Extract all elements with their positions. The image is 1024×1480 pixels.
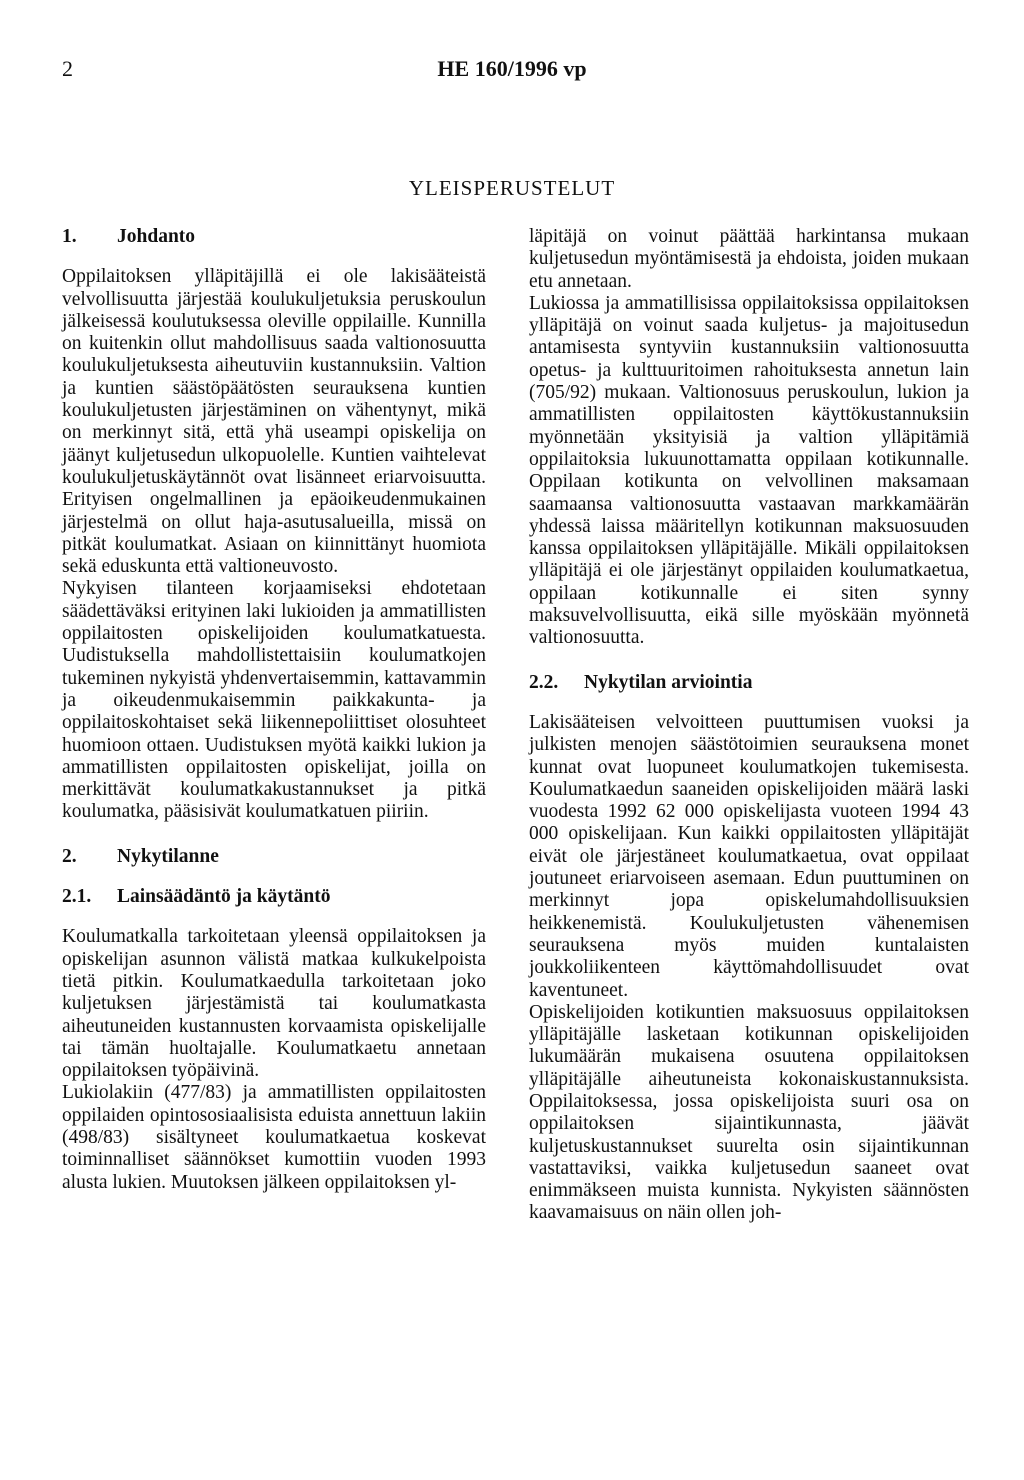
heading-nykytilanne xyxy=(62,846,486,868)
paragraph: läpitäjä on voinut päättää harkintansa mukaan kuljetusedun myöntämisestä ja ehdoista, joiden mukaan etu annetaan. xyxy=(529,226,969,292)
paragraph: Lukiolakiin (477/83) ja ammatillisten oppilaitosten oppilaiden opintososiaalisista eduista annettuun lakiin (498/83) sisältyneet koulumatkaetua koskevat toiminnalliset säännökset kumottiin vuoden 1993 alusta lukien. Muutoksen jälkeen oppilaitoksen yl- xyxy=(62,1082,486,1193)
heading-title: Nykytilan arviointia xyxy=(584,671,753,693)
paragraph: Lukiossa ja ammatillisissa oppilaitoksissa oppilaitoksen ylläpitäjä on voinut saada kuljetus- ja majoitusedun antamisesta syntyviin kustannuksiin valtionosuutta opetus- ja kulttuuritoimen rahoituksesta annetun lain (705/92) mukaan. Valtionosuus peruskoulun, lukion ja ammatillisten oppilaitosten käyttökustannuksiin myönnetään yksityisiä ja valtion ylläpitämiä oppilaitoksia lukuunottamatta oppilaan kotikunnalle. Oppilaan kotikunta on velvollinen maksamaan saamaansa valtionosuutta vastaavan markkamäärän yhdessä laissa määritellyn kotikunnan maksuosuuden kanssa oppilaitoksen ylläpitäjälle. Mikäli oppilaitoksen ylläpitäjä ei ole järjestänyt oppilaiden koulumatkaetua, oppilaan kotikunnalle ei siten synny maksuvelvollisuutta, eikä sille myöskään myönnetä valtionosuutta. xyxy=(529,292,969,649)
left-column xyxy=(62,226,486,1194)
document-id: HE 160/1996 vp xyxy=(437,56,587,81)
section-heading: YLEISPERUSTELUT xyxy=(408,176,616,200)
paragraph: Oppilaitoksen ylläpitäjillä ei ole lakisääteistä velvollisuutta järjestää koulukuljetuksia peruskoulun jälkeisessä koulutuksessa oleville oppilaille. Kunnilla on kuitenkin ollut mahdollisuus saada valtionosuutta koulukuljetuksesta aiheutuviin kustannuksiin. Valtion ja kuntien säästöpäätösten seurauksena kuntien koulukuljetusten järjestäminen on vähentynyt, mikä on merkinnyt sitä, että yhä useampi opiskelija on jäänyt kuljetusedun ulkopuolelle. Kuntien vaihtelevat koulukuljetuskäytännöt ovat lisänneet eriarvoisuutta. Erityisen ongelmallinen ja epäoikeudenmukainen järjestelmä on ollut haja-asutusalueilla, missä on pitkät koulumatkat. Asiaan on kiinnittänyt huomiota sekä eduskunta että valtioneuvosto. xyxy=(62,266,486,578)
heading-number: 1. xyxy=(62,226,77,247)
heading-title: Nykytilanne xyxy=(117,845,219,867)
heading-number: 2. xyxy=(62,845,77,867)
heading-nykytilan-arviointia xyxy=(529,672,969,694)
paragraph: Lakisääteisen velvoitteen puuttumisen vuoksi ja julkisten menojen säästötoimien seurauksena monet kunnat ovat luopuneet koulumatkojen tukemisesta. Koulumatkaedun saaneiden opiskelijoiden määrä laski vuodesta 1992 62 000 opiskelijasta vuoteen 1994 43 000 opiskelijaan. Kun kaikki oppilaitosten ylläpitäjät eivät ole järjestäneet koulumatkaetua, ovat oppilaat joutuneet eriarvoiseen asemaan. Edun puuttuminen on merkinnyt jopa opiskelumahdollisuuksien heikkenemistä. Koulukuljetusten vähenemisen seurauksena myös muiden kuntalaisten joukkoliikenteen käyttömahdollisuudet ovat kaventuneet. xyxy=(529,711,969,1001)
heading-number: 2.1. xyxy=(62,886,92,908)
paragraph: Opiskelijoiden kotikuntien maksuosuus oppilaitoksen ylläpitäjälle lasketaan kotikunnan opiskelijoiden lukumäärän mukaisena osuutena oppilaitoksen ylläpitäjälle aiheutuneista kokonaiskustannuksista. Oppilaitoksessa, jossa opiskelijoista suuri osa on oppilaitoksen sijaintikunnasta, jäävät kuljetuskustannukset suurelta osin sijaintikunnan vastattaviksi, vaikka kuljetusedun saaneet ovat enimmäkseen muista kunnista. Nykyisten säännösten kaavamaisuus on näin ollen joh- xyxy=(529,1001,969,1224)
heading-number: 2.2. xyxy=(529,671,559,693)
heading-lainsaadanto xyxy=(62,886,486,908)
heading-title: Johdanto xyxy=(117,226,196,247)
right-column xyxy=(529,226,969,1225)
page-number: 2 xyxy=(62,56,73,81)
paragraph: Koulumatkalla tarkoitetaan yleensä oppilaitoksen ja opiskelijan asunnon välistä matkaa kulkukelpoista tietä pitkin. Koulumatkaedulla tarkoitetaan joko kuljetuksen järjestämistä tai koulumatkasta aiheutuneiden kustannusten korvaamista opiskelijalle tai tämän huoltajalle. Koulumatkaetu annetaan oppilaitoksen työpäivinä. xyxy=(62,926,486,1082)
heading-johdanto xyxy=(62,226,486,248)
heading-title: Lainsäädäntö ja käytäntö xyxy=(117,886,331,908)
paragraph: Nykyisen tilanteen korjaamiseksi ehdotetaan säädettäväksi erityinen laki lukioiden ja ammatillisten oppilaitosten opiskelijoiden koulumatkatuesta. Uudistuksella mahdollistettaisiin koulumatkojen tukeminen nykyistä yhdenvertaisemmin, kattavammin ja oikeudenmukaisemmin paikkakunta- ja oppilaitoskohtaiset sekä liikennepoliittiset olosuhteet huomioon ottaen. Uudistuksen myötä kaikki lukion ja ammatillisten oppilaitosten opiskelijat, joilla on merkittävät koulumatkakustannukset ja pitkä koulumatka, pääsisivät koulumatkatuen piiriin. xyxy=(62,578,486,823)
